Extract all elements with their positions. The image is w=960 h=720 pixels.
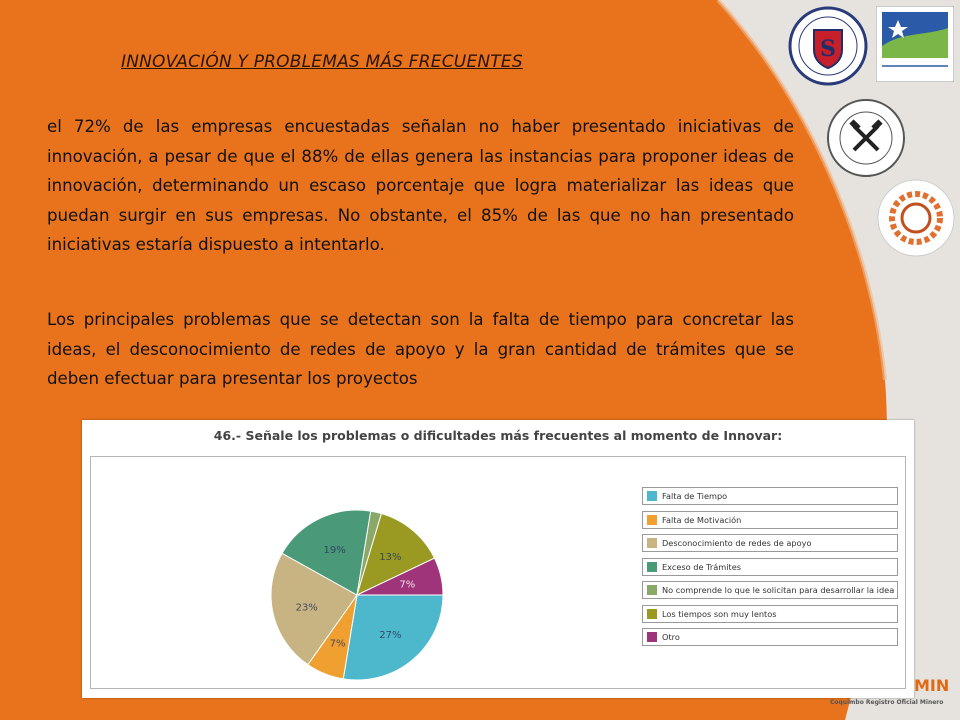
legend-swatch <box>647 538 657 548</box>
pie-data-label-2: 7% <box>329 638 346 650</box>
legend-swatch <box>647 609 657 619</box>
legend-item-3 <box>642 534 898 552</box>
chart-frame <box>90 456 906 689</box>
escuela-de-minas-logo <box>826 98 906 178</box>
footer-subtitle: Coquimbo Registro Oficial Minero <box>830 699 944 706</box>
paragraph-problems: Los principales problemas que se detectan son la falta de tiempo para concretar las ideas, el desconocimiento de redes de apoyo y la gran cantidad de trámites que se deben efectuar para presentar los proyectos <box>47 310 794 388</box>
legend-item-2 <box>642 511 898 529</box>
svg-text:S: S <box>820 36 836 62</box>
legend-item-1 <box>642 487 898 505</box>
slide-title: INNOVACIÓN Y PROBLEMAS MÁS FRECUENTES <box>121 52 523 72</box>
legend-label: Desconocimiento de redes de apoyo <box>662 538 812 548</box>
legend-item-4 <box>642 558 898 576</box>
gobierno-regional-logo <box>876 6 954 82</box>
chart-title: 46.- Señale los problemas o dificultades más frecuentes al momento de Innovar: <box>213 428 783 443</box>
chart-legend <box>642 487 898 652</box>
legend-swatch <box>647 515 657 525</box>
legend-swatch <box>647 491 657 501</box>
chart-panel <box>82 420 914 698</box>
legend-label: Falta de Tiempo <box>662 491 728 501</box>
paragraph-innovation: el 72% de las empresas encuestadas señalan no haber presentado iniciativas de innovación, a pesar de que el 88% de ellas genera las instancias para proponer ideas de innovación, determinando un escaso porcentaje que logra materializar las ideas que puedan surgir en sus empresas. No obstante, el 85% de las que no han presentado iniciativas estaría dispuesto a intentarlo. <box>47 117 794 254</box>
legend-label: No comprende lo que le solicitan para desarrollar la idea <box>662 585 895 595</box>
legend-item-5 <box>642 581 898 599</box>
footer-brand: MIN <box>914 676 950 695</box>
legend-label: Los tiempos son muy lentos <box>662 608 777 619</box>
pie-data-label-1: 27% <box>379 629 402 641</box>
legend-item-7 <box>642 628 898 646</box>
legend-label: Falta de Motivación <box>662 514 742 525</box>
universidad-la-serena-logo <box>788 6 868 86</box>
pie-data-label-7: 7% <box>399 579 416 591</box>
legend-label: Exceso de Trámites <box>662 561 742 572</box>
legend-label: Otro <box>662 632 680 642</box>
legend-swatch <box>647 585 657 595</box>
legend-swatch <box>647 562 657 572</box>
pie-data-label-6: 13% <box>379 552 402 564</box>
pie-data-label-3: 23% <box>295 602 318 614</box>
legend-swatch <box>647 632 657 642</box>
encadenamiento-industria-minera-logo <box>876 178 956 258</box>
pie-data-label-4: 19% <box>323 545 346 557</box>
legend-item-6 <box>642 605 898 623</box>
